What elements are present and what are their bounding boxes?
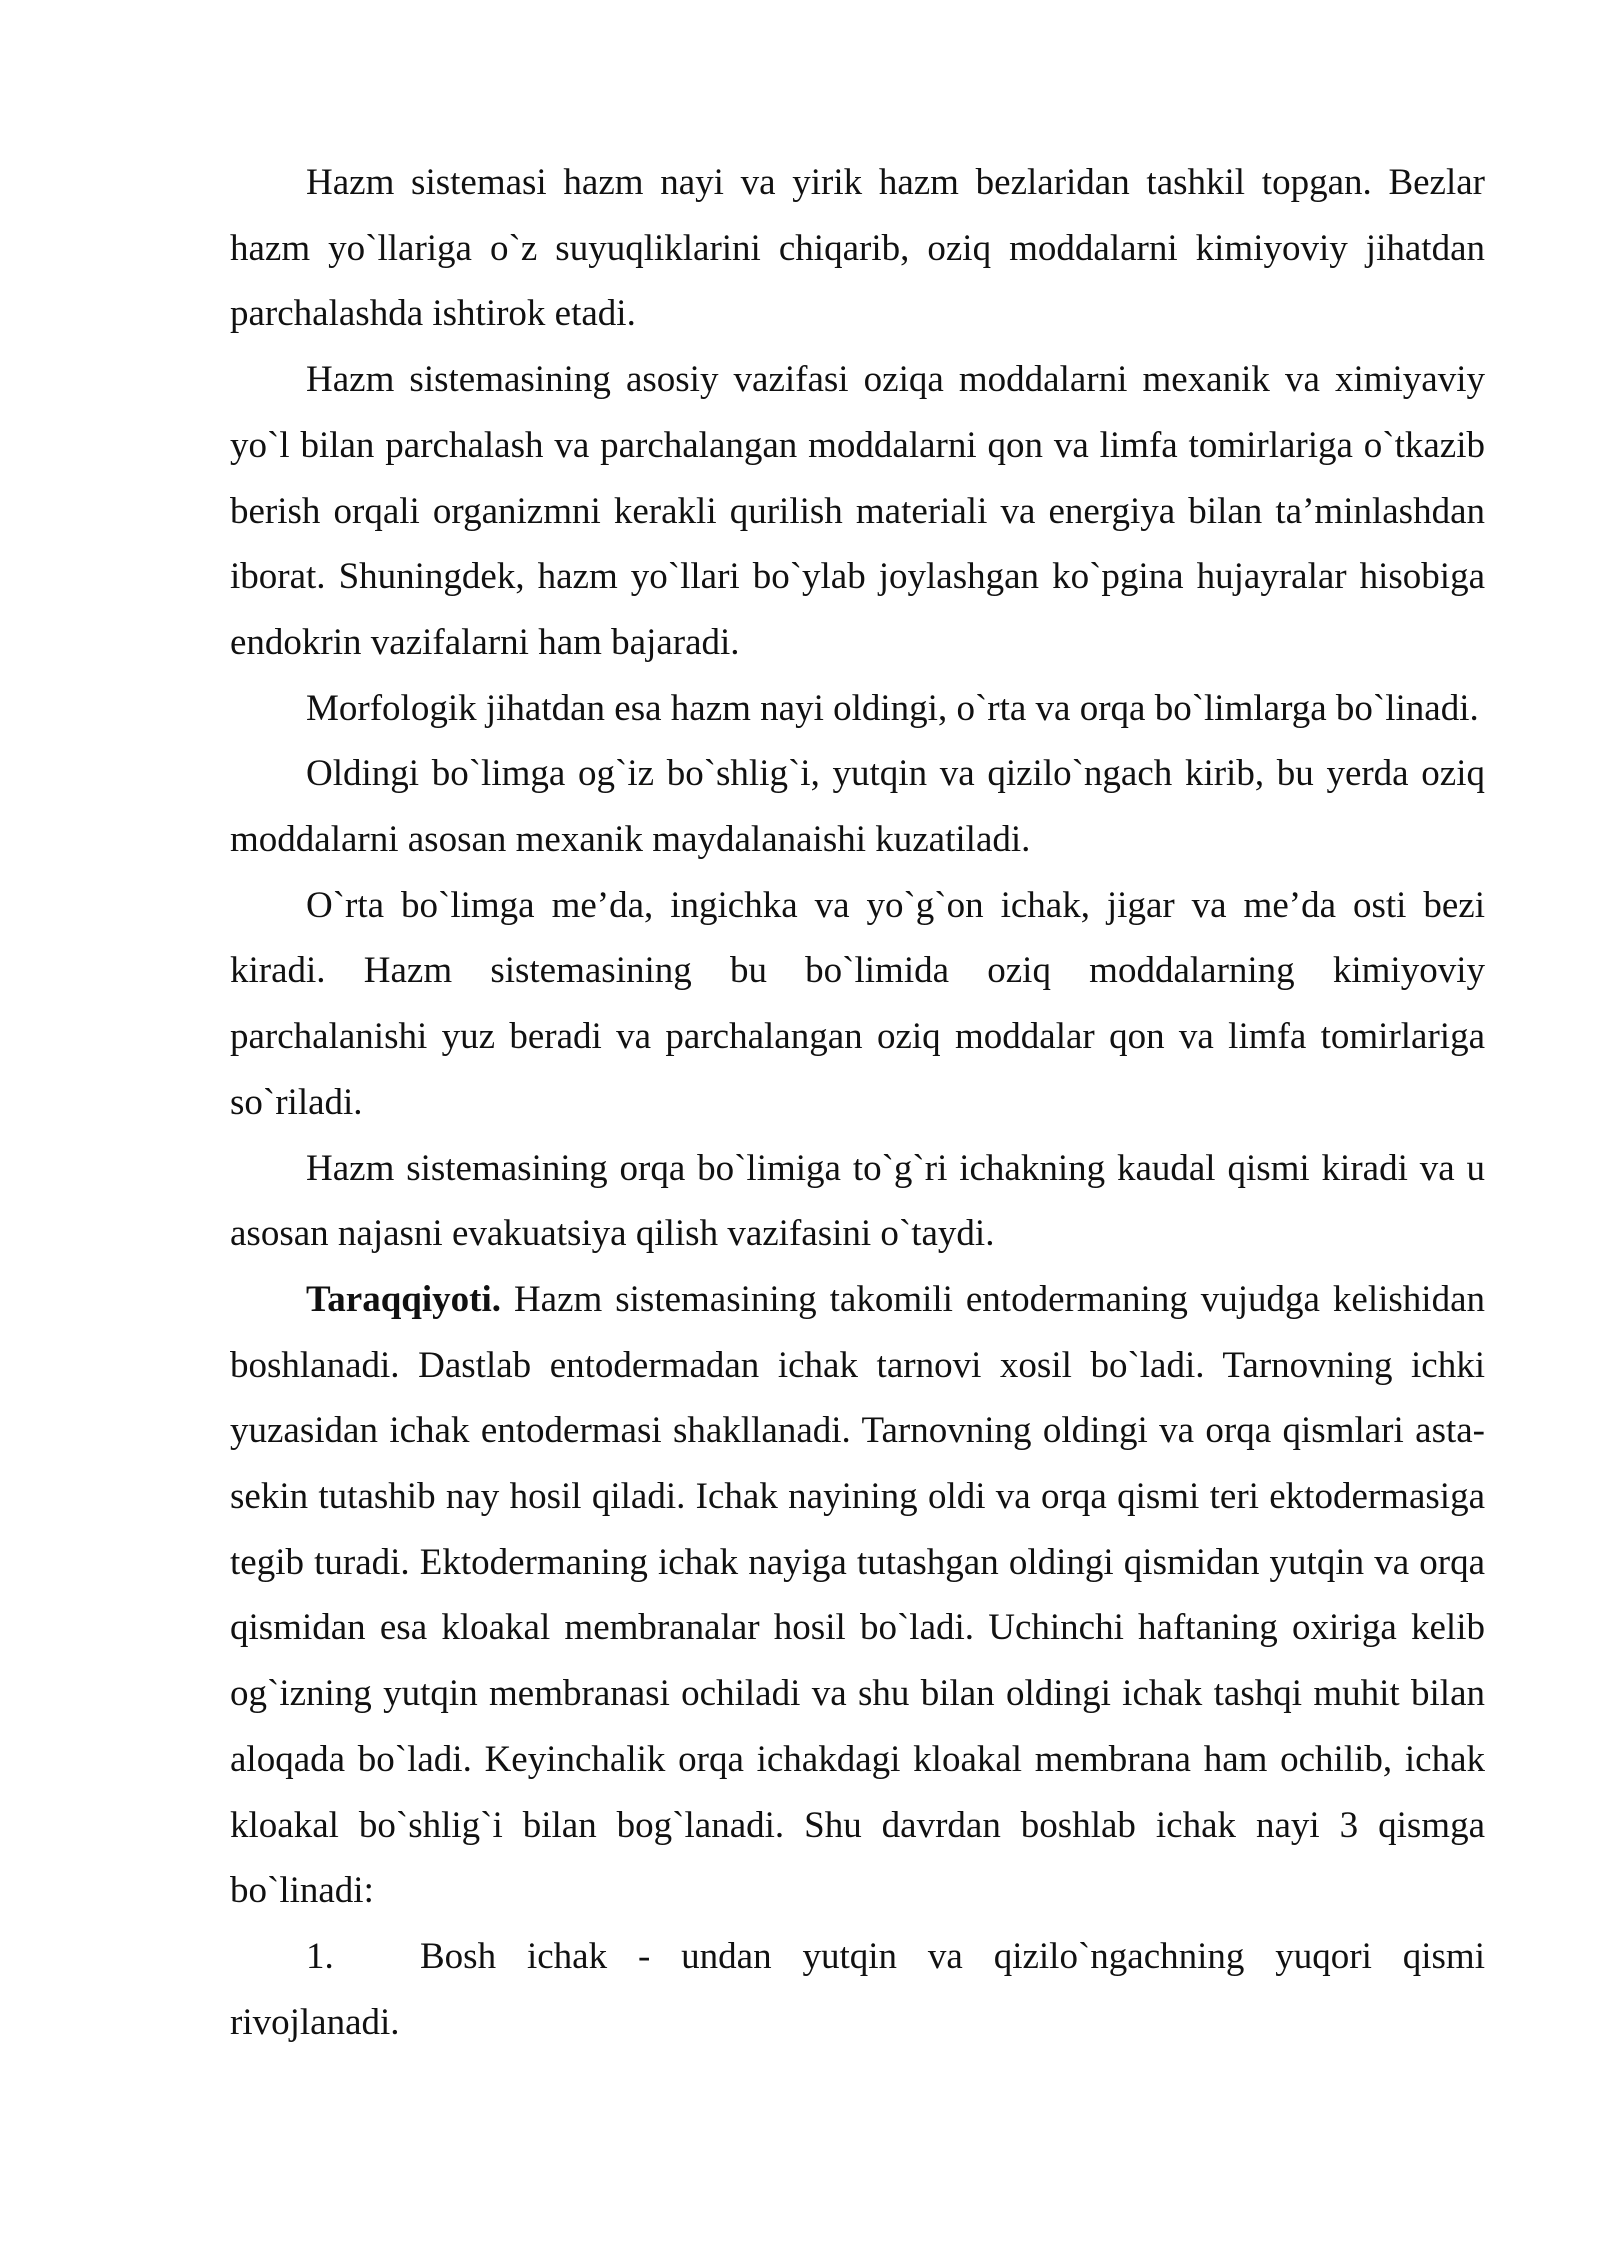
development-heading: Taraqqiyoti. (306, 1278, 501, 1320)
paragraph-middle-section: O`rta bo`limga me’da, ingichka va yo`g`on ichak, jigar va me’da osti bezi kiradi. Hazm sistemasining bu bo`limida oziq moddalarning kimiyoviy parchalanishi yuz beradi va parchalangan oziq moddalar qon va limfa tomirlariga so`riladi. (230, 884, 1485, 1123)
paragraph-morphology: Morfologik jihatdan esa hazm nayi oldingi, o`rta va orqa bo`limlarga bo`linadi. (306, 687, 1479, 729)
paragraph-back-section: Hazm sistemasining orqa bo`limiga to`g`ri ichakning kaudal qismi kiradi va u asosan najasni evakuatsiya qilish vazifasini o`taydi. (230, 1147, 1485, 1255)
paragraph-function: Hazm sistemasining asosiy vazifasi oziqa moddalarni mexanik va ximiyaviy yo`l bilan parchalash va parchalangan moddalarni qon va limfa tomirlariga o`tkazib berish orqali organizmni kerakli qurilish materiali va energiya bilan ta’minlashdan iborat. Shuningdek, hazm yo`llari bo`ylab joylashgan ko`pgina hujayralar hisobiga endokrin vazifalarni ham bajaradi. (230, 359, 1485, 663)
paragraph-development (230, 1267, 1485, 1924)
paragraph-front-section: Oldingi bo`limga og`iz bo`shlig`i, yutqin va qizilo`ngach kirib, bu yerda oziq moddalarni asosan mexanik maydalanaishi kuzatiladi. (230, 753, 1485, 861)
development-text: Hazm sistemasining takomili entodermaning vujudga kelishidan boshlanadi. Dastlab entodermadan ichak tarnovi xosil bo`ladi. Tarnovning ichki yuzasidan ichak entodermasi shakllanadi. Tarnovning oldingi va orqa qismlari asta-sekin tutashib nay hosil qiladi. Ichak nayining oldi va orqa qismi teri ektodermasiga tegib turadi. Ektodermaning ichak nayiga tutashgan oldingi qismidan yutqin va orqa qismidan esa kloakal membranalar hosil bo`ladi. Uchinchi haftaning oxiriga kelib og`izning yutqin membranasi ochiladi va shu bilan oldingi ichak tashqi muhit bilan aloqada bo`ladi. Keyinchalik orqa ichakdagi kloakal membrana ham ochilib, ichak kloakal bo`shlig`i bilan bog`lanadi. Shu davrdan boshlab ichak nayi 3 qismga bo`linadi: (230, 1278, 1485, 1912)
paragraph-intro: Hazm sistemasi hazm nayi va yirik hazm bezlaridan tashkil topgan. Bezlar hazm yo`llariga o`z suyuqliklarini chiqarib, oziq moddalarni kimiyoviy jihatdan parchalashda ishtirok etadi. (230, 162, 1485, 335)
document-body (230, 150, 1485, 2055)
list-item-text: Bosh ichak - undan yutqin va qizilo`ngachning yuqori qismi rivojlanadi. (230, 1935, 1485, 2043)
list-item (230, 1924, 1485, 2055)
list-item-number: 1. (306, 1935, 334, 1977)
